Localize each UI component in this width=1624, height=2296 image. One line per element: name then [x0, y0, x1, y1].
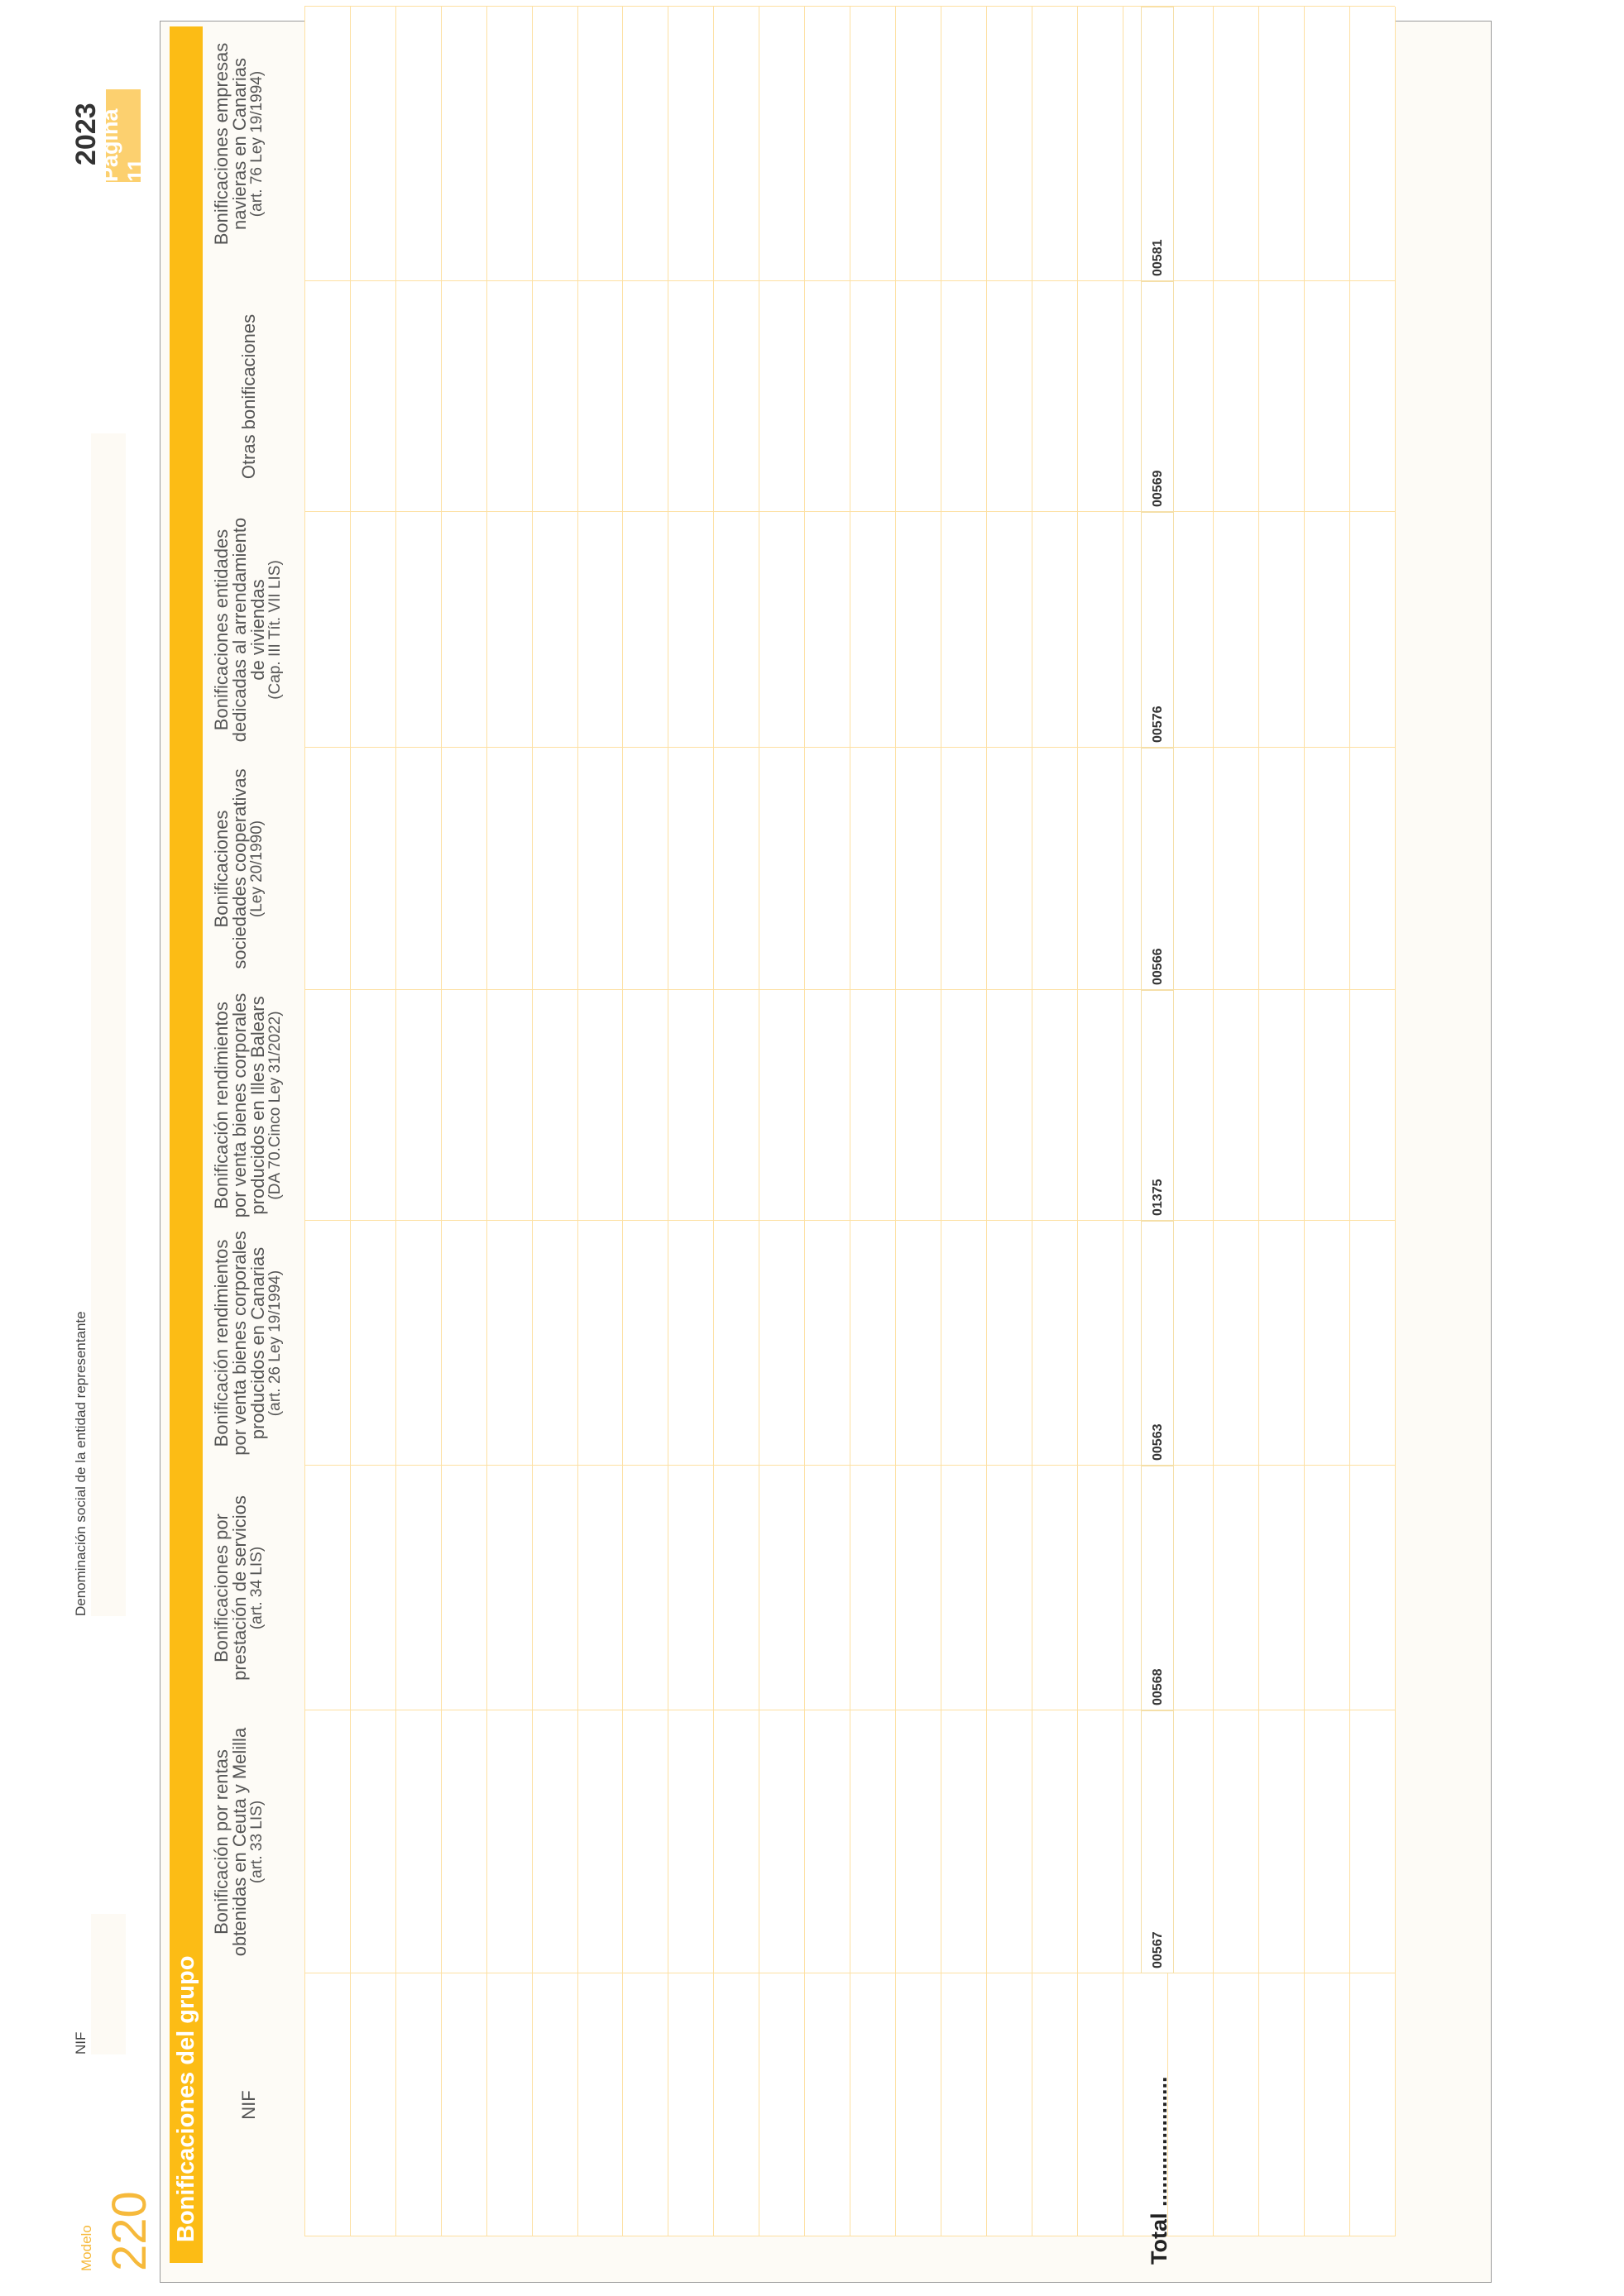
amount-cell[interactable] — [759, 748, 804, 990]
column-header-00563 — [213, 1221, 300, 1466]
amount-cell[interactable] — [1032, 990, 1077, 1221]
amount-cell[interactable] — [850, 512, 895, 748]
amount-cell[interactable] — [1258, 7, 1304, 281]
amount-cell[interactable] — [1304, 748, 1349, 990]
amount-cell[interactable] — [1213, 281, 1258, 512]
nif-cell[interactable] — [532, 1973, 577, 2236]
amount-cell[interactable] — [1167, 1466, 1213, 1710]
amount-cell[interactable] — [486, 512, 532, 748]
section-bar — [170, 26, 203, 2263]
amount-cell[interactable] — [622, 990, 668, 1221]
amount-cell[interactable] — [395, 990, 441, 1221]
amount-cell[interactable] — [1304, 990, 1349, 1221]
column-header-line: producidos en Canarias — [247, 1246, 268, 1440]
amount-cell[interactable] — [350, 990, 395, 1221]
amount-cell[interactable] — [804, 7, 850, 281]
denominacion-label: Denominación social de la entidad representante — [73, 1311, 89, 1616]
nif-cell[interactable] — [1258, 1973, 1304, 2236]
amount-cell[interactable] — [986, 1466, 1032, 1710]
amount-cell[interactable] — [577, 990, 623, 1221]
amount-cell[interactable] — [850, 281, 895, 512]
amount-cell[interactable] — [804, 1221, 850, 1466]
amount-cell[interactable] — [1077, 990, 1123, 1221]
amount-cell[interactable] — [668, 512, 713, 748]
year-label: 2023 — [70, 103, 102, 165]
amount-cell[interactable] — [577, 281, 623, 512]
amount-cell[interactable] — [441, 990, 486, 1221]
amount-cell[interactable] — [1349, 1221, 1395, 1466]
nif-column-header: NIF — [238, 2090, 259, 2120]
amount-cell[interactable] — [1032, 281, 1077, 512]
column-header-reference: (DA 70.Cinco Ley 31/2022) — [266, 1011, 284, 1200]
column-header-line: sociedades cooperativas — [229, 768, 250, 969]
amount-cell[interactable] — [486, 990, 532, 1221]
amount-cell[interactable] — [895, 990, 941, 1221]
amount-cell[interactable] — [395, 1221, 441, 1466]
amount-cell[interactable] — [804, 1466, 850, 1710]
amount-cell[interactable] — [622, 1466, 668, 1710]
amount-cell[interactable] — [304, 512, 350, 748]
amount-cell[interactable] — [986, 281, 1032, 512]
nif-cell[interactable] — [577, 1973, 623, 2236]
amount-cell[interactable] — [713, 990, 759, 1221]
row-divider — [1395, 7, 1396, 2236]
amount-cell[interactable] — [713, 748, 759, 990]
amount-cell[interactable] — [350, 1710, 395, 1973]
amount-cell[interactable] — [622, 281, 668, 512]
amount-cell[interactable] — [486, 7, 532, 281]
amount-cell[interactable] — [759, 512, 804, 748]
column-header-line: Bonificaciones empresas — [211, 42, 232, 246]
amount-cell[interactable] — [1032, 512, 1077, 748]
amount-cell[interactable] — [1258, 748, 1304, 990]
nif-cell[interactable] — [759, 1973, 804, 2236]
amount-cell[interactable] — [1213, 1466, 1258, 1710]
nif-cell[interactable] — [441, 1973, 486, 2236]
field-code: 00567 — [1151, 1931, 1165, 1968]
amount-cell[interactable] — [850, 990, 895, 1221]
nif-cell[interactable] — [350, 1973, 395, 2236]
amount-cell[interactable] — [350, 1221, 395, 1466]
amount-cell[interactable] — [1258, 1710, 1304, 1973]
amount-cell[interactable] — [350, 1466, 395, 1710]
amount-cell[interactable] — [986, 1710, 1032, 1973]
amount-cell[interactable] — [486, 1710, 532, 1973]
amount-cell[interactable] — [1077, 7, 1123, 281]
amount-cell[interactable] — [486, 1466, 532, 1710]
amount-cell[interactable] — [532, 1710, 577, 1973]
amount-cell[interactable] — [941, 1221, 986, 1466]
amount-cell[interactable] — [941, 1710, 986, 1973]
amount-cell[interactable] — [668, 1710, 713, 1973]
column-header-line: de viviendas — [247, 579, 268, 681]
amount-cell[interactable] — [395, 1466, 441, 1710]
column-header-reference: (art. 26 Ley 19/1994) — [266, 1270, 284, 1417]
amount-cell[interactable] — [395, 512, 441, 748]
amount-cell[interactable] — [941, 990, 986, 1221]
amount-cell[interactable] — [1167, 1710, 1213, 1973]
amount-cell[interactable] — [713, 1466, 759, 1710]
nif-cell[interactable] — [986, 1973, 1032, 2236]
amount-cell[interactable] — [1304, 1710, 1349, 1973]
amount-cell[interactable] — [1167, 7, 1213, 281]
amount-cell[interactable] — [1349, 7, 1395, 281]
field-code: 00581 — [1151, 239, 1165, 276]
amount-cell[interactable] — [441, 512, 486, 748]
nif-cell[interactable] — [1304, 1973, 1349, 2236]
column-header-line: obtenidas en Ceuta y Melilla — [229, 1727, 250, 1957]
nif-cell[interactable] — [1349, 1973, 1395, 2236]
amount-cell[interactable] — [1258, 512, 1304, 748]
amount-cell[interactable] — [713, 1221, 759, 1466]
amount-cell[interactable] — [441, 748, 486, 990]
amount-cell[interactable] — [668, 1221, 713, 1466]
amount-cell[interactable] — [350, 281, 395, 512]
column-header-reference: (art. 34 LIS) — [248, 1546, 266, 1630]
amount-cell[interactable] — [304, 748, 350, 990]
column-header-line: Otras bonificaciones — [238, 313, 259, 480]
amount-cell[interactable] — [304, 1221, 350, 1466]
nif-cell[interactable] — [850, 1973, 895, 2236]
nif-label: NIF — [73, 2031, 89, 2054]
column-header-line: producidos en Illes Balears — [247, 996, 268, 1215]
amount-cell[interactable] — [1077, 281, 1123, 512]
amount-cell[interactable] — [850, 7, 895, 281]
modelo-label: Modelo — [79, 2225, 94, 2271]
column-header-reference: (art. 76 Ley 19/1994) — [248, 70, 266, 218]
amount-cell[interactable] — [441, 1466, 486, 1710]
amount-cell[interactable] — [532, 1221, 577, 1466]
amount-cell[interactable] — [622, 1221, 668, 1466]
field-code: 00568 — [1151, 1668, 1165, 1705]
field-code: 00566 — [1151, 948, 1165, 985]
entries-table — [304, 7, 1395, 2236]
nif-cell[interactable] — [304, 1973, 350, 2236]
column-header-line: Bonificación rendimientos — [211, 1002, 232, 1209]
column-header-line: dedicadas al arrendamiento — [229, 517, 250, 743]
amount-cell[interactable] — [304, 990, 350, 1221]
amount-cell[interactable] — [759, 281, 804, 512]
amount-cell[interactable] — [622, 512, 668, 748]
amount-cell[interactable] — [759, 7, 804, 281]
amount-cell[interactable] — [622, 7, 668, 281]
amount-cell[interactable] — [532, 512, 577, 748]
field-code: 00576 — [1151, 706, 1165, 743]
amount-cell[interactable] — [1213, 1710, 1258, 1973]
amount-cell[interactable] — [486, 1221, 532, 1466]
nif-cell[interactable] — [895, 1973, 941, 2236]
amount-cell[interactable] — [486, 748, 532, 990]
amount-cell[interactable] — [668, 990, 713, 1221]
amount-cell[interactable] — [850, 1221, 895, 1466]
column-header-line: Bonificación por rentas — [211, 1749, 232, 1935]
denominacion-field[interactable] — [91, 433, 126, 1616]
amount-cell[interactable] — [577, 1466, 623, 1710]
amount-cell[interactable] — [986, 1221, 1032, 1466]
amount-cell[interactable] — [395, 1710, 441, 1973]
nif-cell[interactable] — [1032, 1973, 1077, 2236]
amount-cell[interactable] — [1077, 1710, 1123, 1973]
amount-cell[interactable] — [577, 512, 623, 748]
column-header-line: Bonificaciones — [211, 810, 232, 928]
amount-cell[interactable] — [1349, 1466, 1395, 1710]
amount-cell[interactable] — [1258, 281, 1304, 512]
amount-cell[interactable] — [1032, 7, 1077, 281]
amount-cell[interactable] — [1349, 281, 1395, 512]
amount-cell[interactable] — [668, 7, 713, 281]
amount-cell[interactable] — [304, 281, 350, 512]
amount-cell[interactable] — [1077, 512, 1123, 748]
amount-cell[interactable] — [1167, 748, 1213, 990]
amount-cell[interactable] — [804, 990, 850, 1221]
amount-cell[interactable] — [622, 748, 668, 990]
amount-cell[interactable] — [441, 1710, 486, 1973]
column-header-00568 — [213, 1466, 300, 1710]
amount-cell[interactable] — [532, 281, 577, 512]
nif-cell[interactable] — [713, 1973, 759, 2236]
amount-cell[interactable] — [895, 748, 941, 990]
amount-cell[interactable] — [1349, 990, 1395, 1221]
column-header-00566 — [213, 748, 300, 990]
column-header-line: Bonificaciones entidades — [211, 529, 232, 731]
nif-cell[interactable] — [804, 1973, 850, 2236]
amount-cell[interactable] — [350, 512, 395, 748]
amount-cell[interactable] — [759, 1710, 804, 1973]
amount-cell[interactable] — [532, 748, 577, 990]
amount-cell[interactable] — [986, 990, 1032, 1221]
column-header-line: prestación de servicios — [229, 1495, 250, 1681]
amount-cell[interactable] — [577, 1710, 623, 1973]
amount-cell[interactable] — [895, 1710, 941, 1973]
nif-cell[interactable] — [1077, 1973, 1123, 2236]
amount-cell[interactable] — [1077, 748, 1123, 990]
amount-cell[interactable] — [804, 748, 850, 990]
amount-cell[interactable] — [577, 1221, 623, 1466]
amount-cell[interactable] — [1167, 512, 1213, 748]
amount-cell[interactable] — [577, 748, 623, 990]
amount-cell[interactable] — [395, 748, 441, 990]
amount-cell[interactable] — [759, 990, 804, 1221]
amount-cell[interactable] — [1213, 7, 1258, 281]
column-header-00567 — [213, 1710, 300, 1973]
amount-cell[interactable] — [532, 1466, 577, 1710]
column-header-00576 — [213, 512, 300, 748]
amount-cell[interactable] — [532, 990, 577, 1221]
amount-cell[interactable] — [304, 7, 350, 281]
amount-cell[interactable] — [1077, 1466, 1123, 1710]
nif-cell[interactable] — [668, 1973, 713, 2236]
amount-cell[interactable] — [532, 7, 577, 281]
column-header-line: navieras en Canarias — [229, 58, 250, 230]
amount-cell[interactable] — [441, 7, 486, 281]
column-header-01375 — [213, 990, 300, 1221]
amount-cell[interactable] — [441, 281, 486, 512]
amount-cell[interactable] — [1077, 1221, 1123, 1466]
amount-cell[interactable] — [713, 7, 759, 281]
amount-cell[interactable] — [1167, 990, 1213, 1221]
column-header-line: Bonificación rendimientos — [211, 1239, 232, 1447]
column-header-00581 — [213, 7, 300, 281]
amount-cell[interactable] — [941, 281, 986, 512]
amount-cell[interactable] — [804, 512, 850, 748]
nif-cell[interactable] — [622, 1973, 668, 2236]
amount-cell[interactable] — [1032, 1221, 1077, 1466]
amount-cell[interactable] — [1258, 1221, 1304, 1466]
amount-cell[interactable] — [1258, 1466, 1304, 1710]
amount-cell[interactable] — [1032, 1466, 1077, 1710]
nif-cell[interactable] — [1167, 1973, 1213, 2236]
amount-cell[interactable] — [804, 281, 850, 512]
amount-cell[interactable] — [986, 748, 1032, 990]
total-label: Total ..................... — [1147, 2076, 1171, 2265]
amount-cell[interactable] — [1213, 748, 1258, 990]
amount-cell[interactable] — [1304, 281, 1349, 512]
amount-cell[interactable] — [1304, 7, 1349, 281]
amount-cell[interactable] — [1032, 748, 1077, 990]
field-code: 00563 — [1151, 1423, 1165, 1461]
amount-cell[interactable] — [668, 748, 713, 990]
amount-cell[interactable] — [1032, 1710, 1077, 1973]
amount-cell[interactable] — [622, 1710, 668, 1973]
amount-cell[interactable] — [350, 7, 395, 281]
amount-cell[interactable] — [713, 1710, 759, 1973]
amount-cell[interactable] — [668, 281, 713, 512]
amount-cell[interactable] — [486, 281, 532, 512]
amount-cell[interactable] — [304, 1466, 350, 1710]
amount-cell[interactable] — [395, 281, 441, 512]
section-title: Bonificaciones del grupo — [173, 1955, 199, 2242]
amount-cell[interactable] — [395, 7, 441, 281]
amount-cell[interactable] — [441, 1221, 486, 1466]
modelo-number: 220 — [103, 2191, 156, 2271]
amount-cell[interactable] — [304, 1710, 350, 1973]
amount-cell[interactable] — [1349, 748, 1395, 990]
amount-cell[interactable] — [1213, 990, 1258, 1221]
column-header-line: por venta bienes corporales — [229, 1231, 250, 1456]
amount-cell[interactable] — [895, 1221, 941, 1466]
amount-cell[interactable] — [941, 7, 986, 281]
column-header-reference: (Cap. III Tít. VII LIS) — [266, 560, 284, 700]
amount-cell[interactable] — [941, 512, 986, 748]
nif-cell[interactable] — [395, 1973, 441, 2236]
amount-cell[interactable] — [759, 1221, 804, 1466]
amount-cell[interactable] — [713, 281, 759, 512]
amount-cell[interactable] — [895, 7, 941, 281]
nif-cell[interactable] — [941, 1973, 986, 2236]
amount-cell[interactable] — [1167, 1221, 1213, 1466]
amount-cell[interactable] — [850, 1466, 895, 1710]
nif-cell[interactable] — [1213, 1973, 1258, 2236]
column-header-reference: (Ley 20/1990) — [248, 820, 266, 918]
amount-cell[interactable] — [941, 1466, 986, 1710]
amount-cell[interactable] — [759, 1466, 804, 1710]
page-badge: Página 11 — [106, 89, 141, 182]
amount-cell[interactable] — [1213, 512, 1258, 748]
amount-cell[interactable] — [986, 512, 1032, 748]
amount-cell[interactable] — [986, 7, 1032, 281]
amount-cell[interactable] — [895, 281, 941, 512]
amount-cell[interactable] — [577, 7, 623, 281]
amount-cell[interactable] — [941, 748, 986, 990]
field-code: 00569 — [1151, 470, 1165, 507]
amount-cell[interactable] — [668, 1466, 713, 1710]
nif-field[interactable] — [91, 1914, 126, 2054]
amount-cell[interactable] — [1349, 1710, 1395, 1973]
nif-cell[interactable] — [486, 1973, 532, 2236]
column-header-reference: (art. 33 LIS) — [248, 1800, 266, 1884]
field-code: 01375 — [1151, 1179, 1165, 1216]
amount-cell[interactable] — [850, 748, 895, 990]
amount-cell[interactable] — [1304, 1466, 1349, 1710]
amount-cell[interactable] — [1258, 990, 1304, 1221]
column-header-line: Bonificaciones por — [211, 1514, 232, 1662]
amount-cell[interactable] — [1304, 1221, 1349, 1466]
amount-cell[interactable] — [1304, 512, 1349, 748]
column-header-line: por venta bienes corporales — [229, 993, 250, 1218]
amount-cell[interactable] — [804, 1710, 850, 1973]
amount-cell[interactable] — [850, 1710, 895, 1973]
amount-cell[interactable] — [713, 512, 759, 748]
amount-cell[interactable] — [895, 512, 941, 748]
amount-cell[interactable] — [1349, 512, 1395, 748]
amount-cell[interactable] — [350, 748, 395, 990]
amount-cell[interactable] — [1167, 281, 1213, 512]
amount-cell[interactable] — [895, 1466, 941, 1710]
amount-cell[interactable] — [1213, 1221, 1258, 1466]
